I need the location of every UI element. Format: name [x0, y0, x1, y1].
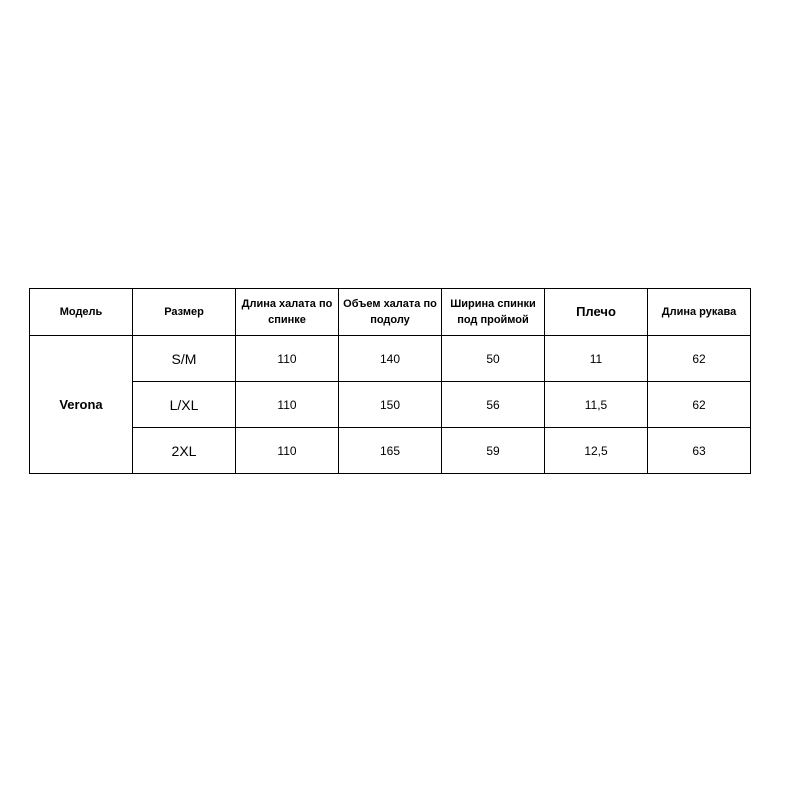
sleeve-length-cell: 63: [648, 428, 751, 474]
back-width-cell: 50: [442, 336, 545, 382]
length-back-cell: 110: [236, 336, 339, 382]
hem-volume-cell: 140: [339, 336, 442, 382]
header-hem-volume: Объем халата по подолу: [339, 289, 442, 336]
size-cell: S/M: [133, 336, 236, 382]
sleeve-length-cell: 62: [648, 382, 751, 428]
shoulder-cell: 11,5: [545, 382, 648, 428]
table-row: [30, 382, 751, 428]
shoulder-cell: 12,5: [545, 428, 648, 474]
length-back-cell: 110: [236, 382, 339, 428]
model-name-cell: Verona: [30, 336, 133, 474]
header-shoulder: Плечо: [545, 289, 648, 336]
table-row: [30, 336, 751, 382]
shoulder-cell: 11: [545, 336, 648, 382]
header-size: Размер: [133, 289, 236, 336]
back-width-cell: 56: [442, 382, 545, 428]
header-sleeve-length: Длина рукава: [648, 289, 751, 336]
size-cell: L/XL: [133, 382, 236, 428]
size-cell: 2XL: [133, 428, 236, 474]
sleeve-length-cell: 62: [648, 336, 751, 382]
hem-volume-cell: 150: [339, 382, 442, 428]
length-back-cell: 110: [236, 428, 339, 474]
table-row: [30, 428, 751, 474]
header-back-width: Ширина спинки под проймой: [442, 289, 545, 336]
header-length-back: Длина халата по спинке: [236, 289, 339, 336]
header-model: Модель: [30, 289, 133, 336]
hem-volume-cell: 165: [339, 428, 442, 474]
size-chart-table: [29, 288, 751, 474]
header-row: [30, 289, 751, 336]
back-width-cell: 59: [442, 428, 545, 474]
